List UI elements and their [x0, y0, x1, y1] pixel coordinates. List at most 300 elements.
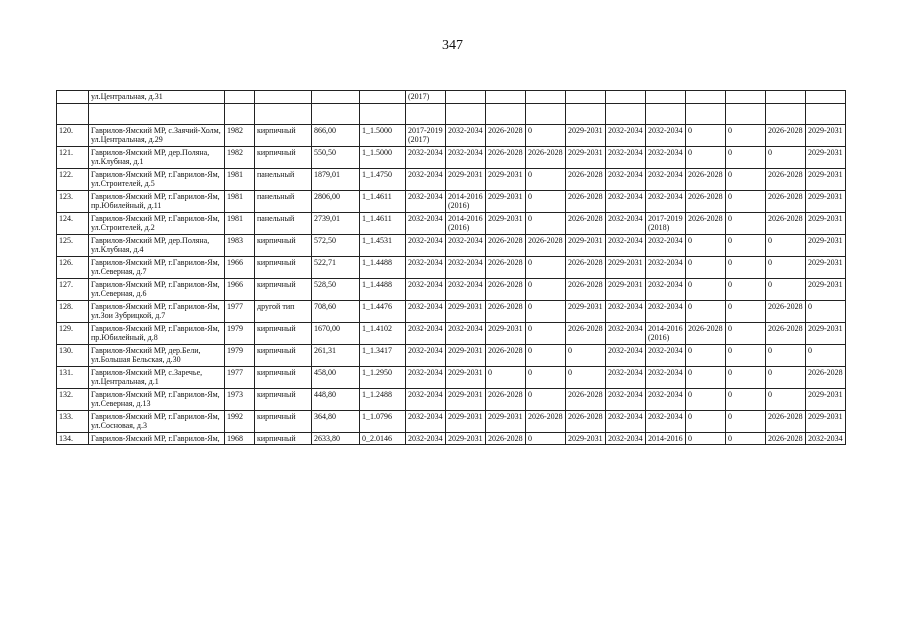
- table-cell: Гаврилов-Ямский МР, г.Гаврилов-Ям, ул.Строителей, д.5: [89, 168, 225, 190]
- table-cell: 0: [806, 300, 846, 322]
- table-cell: 2026-2028: [526, 234, 566, 256]
- table-cell: [646, 91, 686, 104]
- table-cell: 2026-2028: [566, 256, 606, 278]
- table-cell: 2026-2028: [686, 168, 726, 190]
- table-cell: 2029-2031: [446, 366, 486, 388]
- table-cell: 1_1.2488: [360, 388, 406, 410]
- table-cell: 125.: [57, 234, 89, 256]
- table-cell: 2026-2028: [486, 278, 526, 300]
- table-cell: (2017): [406, 91, 446, 104]
- table-cell: 2026-2028: [566, 388, 606, 410]
- table-cell: [360, 91, 406, 104]
- table-cell: 0: [766, 344, 806, 366]
- table-cell: 0: [726, 366, 766, 388]
- table-cell: 1968: [225, 432, 255, 445]
- table-cell: 0: [766, 256, 806, 278]
- table-cell: 1_1.4488: [360, 278, 406, 300]
- table-row: [57, 322, 846, 344]
- table-cell: 132.: [57, 388, 89, 410]
- table-cell: 2014-2016 (2016): [446, 190, 486, 212]
- table-cell: 0: [526, 278, 566, 300]
- table-cell: 2029-2031: [486, 410, 526, 432]
- table-cell: 0: [526, 190, 566, 212]
- gap-cell: [686, 103, 726, 124]
- table-cell: Гаврилов-Ямский МР, дер.Поляна, ул.Клубная, д.4: [89, 234, 225, 256]
- table-cell: кирпичный: [255, 388, 312, 410]
- table-cell: 1966: [225, 256, 255, 278]
- table-cell: 0: [686, 256, 726, 278]
- table-cell: 0: [526, 432, 566, 445]
- gap-cell: [806, 103, 846, 124]
- table-cell: 0: [686, 366, 726, 388]
- table-cell: панельный: [255, 212, 312, 234]
- table-cell: 1981: [225, 212, 255, 234]
- table-cell: Гаврилов-Ямский МР, с.Заречье, ул.Центральная, д.1: [89, 366, 225, 388]
- table-cell: 2032-2034: [406, 388, 446, 410]
- table-cell: 0: [726, 234, 766, 256]
- table-cell: 1982: [225, 124, 255, 146]
- table-cell: 2032-2034: [446, 124, 486, 146]
- table-cell: 2029-2031: [806, 146, 846, 168]
- table-cell: 572,50: [312, 234, 360, 256]
- table-cell: 2029-2031: [486, 322, 526, 344]
- table-cell: 0: [726, 256, 766, 278]
- table-cell: 2032-2034: [806, 432, 846, 445]
- table-cell: Гаврилов-Ямский МР, дер.Поляна, ул.Клубная, д.1: [89, 146, 225, 168]
- table-cell: 0: [526, 212, 566, 234]
- table-cell: 2026-2028: [766, 432, 806, 445]
- table-cell: 1_1.4102: [360, 322, 406, 344]
- table-cell: 2026-2028: [486, 300, 526, 322]
- table-cell: 2032-2034: [606, 344, 646, 366]
- table-cell: 2029-2031: [806, 278, 846, 300]
- table-cell: 121.: [57, 146, 89, 168]
- table-gap-row: [57, 103, 846, 124]
- table-cell: 2029-2031: [806, 322, 846, 344]
- housing-registry-table: [56, 90, 846, 445]
- table-cell: 0: [726, 212, 766, 234]
- table-cell: 1973: [225, 388, 255, 410]
- table-cell: 2014-2016: [646, 432, 686, 445]
- gap-cell: [766, 103, 806, 124]
- table-cell: 1_1.4750: [360, 168, 406, 190]
- gap-cell: [57, 103, 89, 124]
- table-cell: кирпичный: [255, 366, 312, 388]
- table-cell: 1977: [225, 366, 255, 388]
- table-cell: 129.: [57, 322, 89, 344]
- table-cell: 2029-2031: [606, 278, 646, 300]
- table-cell: кирпичный: [255, 256, 312, 278]
- table-cell: 1_1.4611: [360, 190, 406, 212]
- table-cell: 2032-2034: [406, 146, 446, 168]
- table-cell: панельный: [255, 190, 312, 212]
- table-cell: 0: [486, 366, 526, 388]
- page-number: 347: [442, 38, 463, 53]
- table-cell: [225, 91, 255, 104]
- table-cell: 2032-2034: [606, 388, 646, 410]
- table-cell: 2032-2034: [406, 234, 446, 256]
- table-cell: Гаврилов-Ямский МР, с.Заячий-Холм, ул.Центральная, д.29: [89, 124, 225, 146]
- table-cell: [806, 91, 846, 104]
- table-cell: 364,80: [312, 410, 360, 432]
- table-row: [57, 190, 846, 212]
- table-cell: 123.: [57, 190, 89, 212]
- table-cell: 0_2.0146: [360, 432, 406, 445]
- table-cell: 2029-2031: [566, 146, 606, 168]
- table-cell: 0: [526, 256, 566, 278]
- table-cell: [766, 91, 806, 104]
- table-cell: 2014-2016 (2016): [646, 322, 686, 344]
- table-cell: 0: [726, 278, 766, 300]
- table-cell: 1982: [225, 146, 255, 168]
- table-cell: [606, 91, 646, 104]
- table-cell: 2029-2031: [806, 388, 846, 410]
- table-row: [57, 212, 846, 234]
- table-cell: 0: [686, 344, 726, 366]
- table-cell: 0: [726, 432, 766, 445]
- table-cell: 2026-2028: [766, 410, 806, 432]
- table-cell: 2032-2034: [606, 146, 646, 168]
- table-cell: 448,80: [312, 388, 360, 410]
- table-cell: 0: [686, 234, 726, 256]
- table-cell: 2026-2028: [686, 212, 726, 234]
- gap-cell: [726, 103, 766, 124]
- table-cell: 0: [686, 300, 726, 322]
- table-cell: 2026-2028: [766, 212, 806, 234]
- table-cell: 2026-2028: [486, 344, 526, 366]
- table-row: [57, 91, 846, 104]
- table-cell: 1_1.4531: [360, 234, 406, 256]
- table-cell: Гаврилов-Ямский МР, г.Гаврилов-Ям, ул.Зои Зубрицкой, д.7: [89, 300, 225, 322]
- table-cell: 0: [566, 366, 606, 388]
- table-cell: 2032-2034: [406, 278, 446, 300]
- table-cell: 131.: [57, 366, 89, 388]
- table-cell: 0: [526, 344, 566, 366]
- table-cell: 127.: [57, 278, 89, 300]
- table-cell: 2032-2034: [406, 190, 446, 212]
- table-cell: 2032-2034: [646, 190, 686, 212]
- table-cell: 0: [726, 322, 766, 344]
- table-row: [57, 146, 846, 168]
- table-cell: кирпичный: [255, 410, 312, 432]
- table-cell: 2014-2016 (2016): [446, 212, 486, 234]
- table-cell: 0: [766, 234, 806, 256]
- table-cell: [726, 91, 766, 104]
- table-cell: 2029-2031: [446, 432, 486, 445]
- table-cell: 2029-2031: [606, 256, 646, 278]
- table-cell: 2029-2031: [486, 168, 526, 190]
- table-row: [57, 344, 846, 366]
- table-cell: 2029-2031: [446, 410, 486, 432]
- table-cell: 2029-2031: [446, 168, 486, 190]
- table-cell: 0: [686, 432, 726, 445]
- table-cell: 0: [766, 366, 806, 388]
- table-cell: 130.: [57, 344, 89, 366]
- table-cell: Гаврилов-Ямский МР, г.Гаврилов-Ям, пр.Юбилейный, д.11: [89, 190, 225, 212]
- table-row: [57, 234, 846, 256]
- table-cell: 2026-2028: [566, 278, 606, 300]
- table-cell: 2032-2034: [406, 300, 446, 322]
- table-cell: 2026-2028: [486, 388, 526, 410]
- table-cell: 0: [566, 344, 606, 366]
- table-cell: 1979: [225, 322, 255, 344]
- table-cell: 2029-2031: [806, 212, 846, 234]
- gap-cell: [486, 103, 526, 124]
- table-cell: 2032-2034: [606, 410, 646, 432]
- table-cell: 2026-2028: [486, 124, 526, 146]
- table-cell: 2633,80: [312, 432, 360, 445]
- table-cell: 2029-2031: [806, 190, 846, 212]
- table-cell: 1_1.4476: [360, 300, 406, 322]
- table-cell: 2026-2028: [486, 146, 526, 168]
- gap-cell: [89, 103, 225, 124]
- table-cell: 2032-2034: [406, 366, 446, 388]
- table-cell: 2032-2034: [606, 300, 646, 322]
- table-cell: 2032-2034: [646, 168, 686, 190]
- table-cell: 2806,00: [312, 190, 360, 212]
- table-cell: 2029-2031: [566, 234, 606, 256]
- table-cell: 2032-2034: [606, 432, 646, 445]
- table-cell: 1983: [225, 234, 255, 256]
- table-cell: 2032-2034: [646, 366, 686, 388]
- table-cell: [446, 91, 486, 104]
- gap-cell: [526, 103, 566, 124]
- table-cell: 0: [686, 124, 726, 146]
- table-cell: 2029-2031: [806, 256, 846, 278]
- table-cell: 2032-2034: [406, 168, 446, 190]
- table-cell: 2032-2034: [646, 278, 686, 300]
- table-cell: 2032-2034: [606, 190, 646, 212]
- table-cell: 0: [686, 410, 726, 432]
- table-cell: 2026-2028: [686, 322, 726, 344]
- table-cell: 2029-2031: [566, 124, 606, 146]
- gap-cell: [360, 103, 406, 124]
- table-row: [57, 388, 846, 410]
- table-cell: 1_1.4488: [360, 256, 406, 278]
- table-cell: 2032-2034: [446, 146, 486, 168]
- table-cell: 0: [526, 124, 566, 146]
- table-cell: 1879,01: [312, 168, 360, 190]
- table-cell: 126.: [57, 256, 89, 278]
- table-cell: кирпичный: [255, 146, 312, 168]
- table-cell: 0: [726, 344, 766, 366]
- table-cell: 0: [686, 278, 726, 300]
- table-cell: ул.Центральная, д.31: [89, 91, 225, 104]
- table-cell: 550,50: [312, 146, 360, 168]
- table-cell: другой тип: [255, 300, 312, 322]
- table-row: [57, 410, 846, 432]
- table-cell: 2026-2028: [526, 146, 566, 168]
- table-cell: 2026-2028: [526, 410, 566, 432]
- table-cell: 1992: [225, 410, 255, 432]
- table-cell: 2026-2028: [766, 190, 806, 212]
- table-cell: кирпичный: [255, 344, 312, 366]
- table-cell: 1_1.2950: [360, 366, 406, 388]
- gap-cell: [255, 103, 312, 124]
- table-cell: 1_1.0796: [360, 410, 406, 432]
- table-cell: 2032-2034: [406, 344, 446, 366]
- table-cell: кирпичный: [255, 322, 312, 344]
- table-cell: 2026-2028: [566, 168, 606, 190]
- table-cell: 2026-2028: [766, 124, 806, 146]
- table-cell: 708,60: [312, 300, 360, 322]
- table-cell: 0: [766, 278, 806, 300]
- table-cell: 2032-2034: [606, 212, 646, 234]
- table-cell: 0: [726, 300, 766, 322]
- table-cell: 522,71: [312, 256, 360, 278]
- table-cell: 0: [766, 146, 806, 168]
- table-cell: 0: [526, 388, 566, 410]
- table-cell: 0: [526, 300, 566, 322]
- table-cell: 128.: [57, 300, 89, 322]
- table-cell: 1966: [225, 278, 255, 300]
- table-cell: 133.: [57, 410, 89, 432]
- table-row: [57, 278, 846, 300]
- table-cell: Гаврилов-Ямский МР, г.Гаврилов-Ям, ул.Сосновая, д.3: [89, 410, 225, 432]
- table-cell: 2026-2028: [486, 234, 526, 256]
- table-cell: 2032-2034: [646, 344, 686, 366]
- table-cell: кирпичный: [255, 432, 312, 445]
- table-cell: 2032-2034: [606, 168, 646, 190]
- table-cell: 2026-2028: [566, 322, 606, 344]
- table-cell: 2026-2028: [766, 168, 806, 190]
- table-cell: 2029-2031: [566, 432, 606, 445]
- table-cell: 2029-2031: [446, 344, 486, 366]
- gap-cell: [312, 103, 360, 124]
- table-cell: 2017-2019 (2017): [406, 124, 446, 146]
- table-cell: 2032-2034: [646, 256, 686, 278]
- table-cell: 2032-2034: [606, 366, 646, 388]
- table-cell: 2032-2034: [646, 388, 686, 410]
- table-cell: [686, 91, 726, 104]
- table-cell: 1979: [225, 344, 255, 366]
- table-cell: [312, 91, 360, 104]
- gap-cell: [446, 103, 486, 124]
- table-cell: кирпичный: [255, 234, 312, 256]
- table-cell: 2029-2031: [806, 410, 846, 432]
- table-cell: 2029-2031: [806, 234, 846, 256]
- table-cell: 0: [726, 168, 766, 190]
- table-cell: 2032-2034: [646, 124, 686, 146]
- table-cell: 1977: [225, 300, 255, 322]
- table-cell: 2032-2034: [646, 410, 686, 432]
- table-cell: 2032-2034: [446, 256, 486, 278]
- table-cell: 1670,00: [312, 322, 360, 344]
- table-cell: панельный: [255, 168, 312, 190]
- table-cell: 2032-2034: [406, 432, 446, 445]
- table-cell: 2029-2031: [486, 190, 526, 212]
- table-row: [57, 124, 846, 146]
- table-cell: 1_1.5000: [360, 124, 406, 146]
- table-cell: 1981: [225, 168, 255, 190]
- table-cell: 2026-2028: [566, 410, 606, 432]
- table-cell: 2032-2034: [406, 410, 446, 432]
- registry-rows: [57, 91, 846, 445]
- gap-cell: [606, 103, 646, 124]
- table-cell: 2032-2034: [406, 322, 446, 344]
- table-cell: 0: [686, 146, 726, 168]
- table-cell: 2029-2031: [566, 300, 606, 322]
- table-cell: 1_1.4611: [360, 212, 406, 234]
- table-cell: 2032-2034: [606, 234, 646, 256]
- table-row: [57, 432, 846, 445]
- table-cell: 0: [686, 388, 726, 410]
- table-cell: 0: [726, 124, 766, 146]
- table-cell: 866,00: [312, 124, 360, 146]
- table-cell: 1_1.3417: [360, 344, 406, 366]
- table-cell: 2029-2031: [446, 388, 486, 410]
- table-cell: 2026-2028: [566, 212, 606, 234]
- table-cell: 2017-2019 (2018): [646, 212, 686, 234]
- table-row: [57, 256, 846, 278]
- table-cell: 2032-2034: [606, 124, 646, 146]
- table-cell: 0: [766, 388, 806, 410]
- table-cell: 528,50: [312, 278, 360, 300]
- table-cell: Гаврилов-Ямский МР, г.Гаврилов-Ям, ул.Северная, д.7: [89, 256, 225, 278]
- table-cell: 261,31: [312, 344, 360, 366]
- table-cell: [255, 91, 312, 104]
- gap-cell: [225, 103, 255, 124]
- table-cell: 1_1.5000: [360, 146, 406, 168]
- table-cell: Гаврилов-Ямский МР, дер.Бели, ул.Большая Бельская, д.30: [89, 344, 225, 366]
- table-cell: 0: [806, 344, 846, 366]
- table-cell: 1981: [225, 190, 255, 212]
- table-cell: 2029-2031: [486, 212, 526, 234]
- table-cell: 2032-2034: [406, 256, 446, 278]
- table-cell: 2032-2034: [446, 278, 486, 300]
- table-cell: 2026-2028: [566, 190, 606, 212]
- table-cell: 2032-2034: [446, 322, 486, 344]
- table-cell: 122.: [57, 168, 89, 190]
- table-cell: 2739,01: [312, 212, 360, 234]
- table-row: [57, 300, 846, 322]
- table-cell: 0: [526, 168, 566, 190]
- table-cell: 2026-2028: [486, 432, 526, 445]
- table-cell: кирпичный: [255, 124, 312, 146]
- table-cell: кирпичный: [255, 278, 312, 300]
- table-cell: 2032-2034: [406, 212, 446, 234]
- table-cell: Гаврилов-Ямский МР, г.Гаврилов-Ям, ул.Строителей, д.2: [89, 212, 225, 234]
- table-cell: 0: [726, 388, 766, 410]
- table-cell: Гаврилов-Ямский МР, г.Гаврилов-Ям,: [89, 432, 225, 445]
- table-cell: 0: [726, 190, 766, 212]
- table-cell: 124.: [57, 212, 89, 234]
- table-cell: 0: [526, 366, 566, 388]
- table-cell: 2029-2031: [446, 300, 486, 322]
- table-cell: [57, 91, 89, 104]
- gap-cell: [406, 103, 446, 124]
- table-cell: [566, 91, 606, 104]
- table-cell: 2032-2034: [606, 322, 646, 344]
- table-cell: 458,00: [312, 366, 360, 388]
- table-cell: 2026-2028: [486, 256, 526, 278]
- table-cell: 2032-2034: [646, 234, 686, 256]
- table-cell: 2032-2034: [446, 234, 486, 256]
- table-cell: 134.: [57, 432, 89, 445]
- table-row: [57, 366, 846, 388]
- table-cell: 2026-2028: [806, 366, 846, 388]
- table-cell: [526, 91, 566, 104]
- table-cell: Гаврилов-Ямский МР, г.Гаврилов-Ям, ул.Северная, д.6: [89, 278, 225, 300]
- table-cell: Гаврилов-Ямский МР, г.Гаврилов-Ям, ул.Северная, д.13: [89, 388, 225, 410]
- table-cell: 0: [526, 322, 566, 344]
- table-cell: 2029-2031: [806, 168, 846, 190]
- table-cell: 120.: [57, 124, 89, 146]
- table-cell: 2029-2031: [806, 124, 846, 146]
- table-cell: 2026-2028: [686, 190, 726, 212]
- gap-cell: [566, 103, 606, 124]
- table-row: [57, 168, 846, 190]
